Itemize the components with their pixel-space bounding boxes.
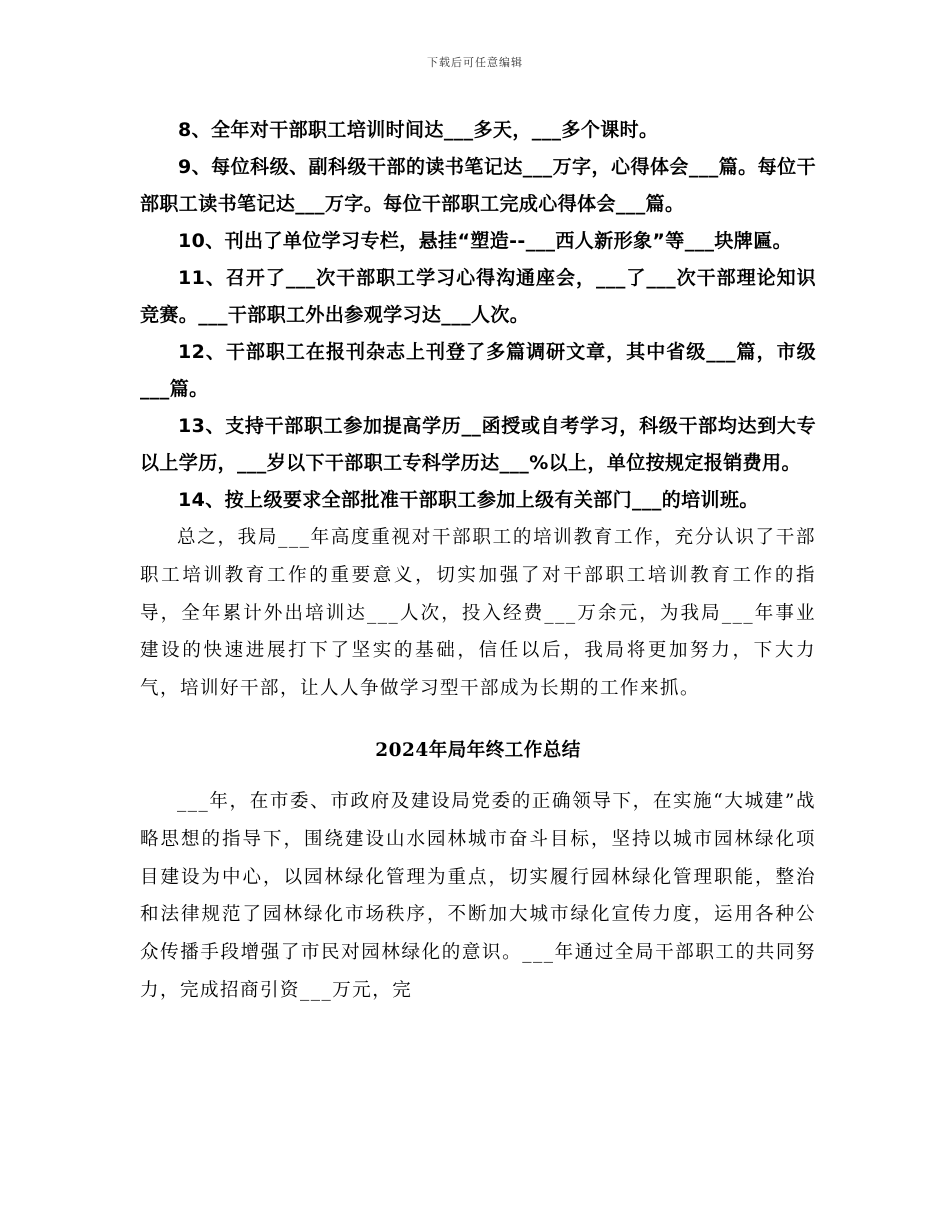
document-body [140, 112, 816, 1010]
page-header: 下载后可任意编辑 [427, 56, 523, 69]
list-item-8: 8、全年对干部职工培训时间达___多天，___多个课时。 [178, 119, 659, 141]
report-section [140, 783, 816, 1010]
list-item-14: 14、按上级要求全部批准干部职工参加上级有关部门___的培训班。 [178, 489, 759, 511]
list-item-10: 10、刊出了单位学习专栏，悬挂“塑造--___西人新形象”等___块牌匾。 [178, 230, 792, 252]
list-item-9: 9、每位科级、副科级干部的读书笔记达___万字，心得体会___篇。每位干部职工读书笔记达___万字。每位干部职工完成心得体会___篇。 [140, 156, 816, 215]
section-title: 2024年局年终工作总结 [375, 739, 581, 761]
list-item-11: 11、召开了___次干部职工学习心得沟通座会，___了___次干部理论知识竞赛。___干部职工外出参观学习达___人次。 [140, 267, 816, 326]
list-item-12: 12、干部职工在报刊杂志上刊登了多篇调研文章，其中省级___篇，市级___篇。 [140, 341, 816, 400]
numbered-list [140, 112, 816, 519]
list-item-13: 13、支持干部职工参加提高学历__函授或自考学习，科级干部均达到大专以上学历，___岁以下干部职工专科学历达___%以上，单位按规定报销费用。 [140, 415, 816, 474]
summary-paragraph: 总之，我局___年高度重视对干部职工的培训教育工作，充分认识了干部职工培训教育工作的重要意义，切实加强了对干部职工培训教育工作的指导，全年累计外出培训达___人次，投入经费___万余元，为我局___年事业建设的快速进展打下了坚实的基础，信任以后，我局将更加努力，下大力气，培训好干部，让人人争做学习型干部成为长期的工作来抓。 [140, 527, 816, 700]
body-paragraph: ___年，在市委、市政府及建设局党委的正确领导下，在实施“大城建”战略思想的指导下，围绕建设山水园林城市奋斗目标，坚持以城市园林绿化项目建设为中心，以园林绿化管理为重点，切实履行园林绿化管理职能，整治和法律规范了园林绿化市场秩序，不断加大城市绿化宣传力度，运用各种公众传播手段增强了市民对园林绿化的意识。___年通过全局干部职工的共同努力，完成招商引资___万元，完 [140, 790, 816, 1001]
summary-section [140, 519, 816, 708]
